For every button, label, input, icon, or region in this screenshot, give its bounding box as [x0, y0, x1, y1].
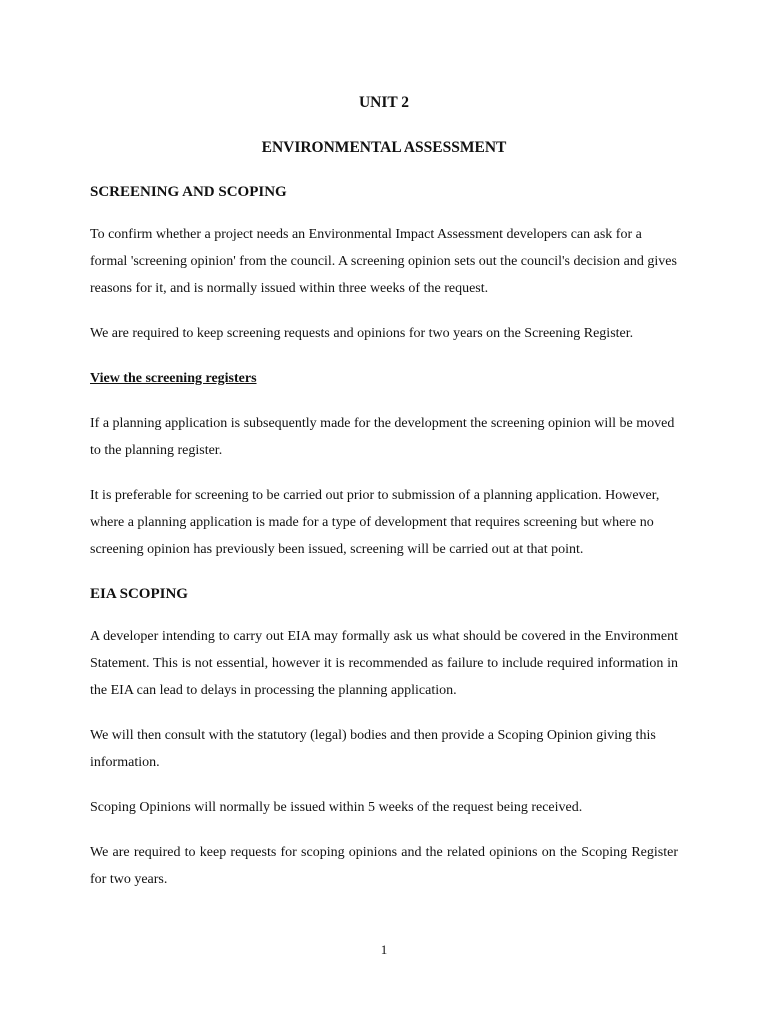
paragraph: We are required to keep requests for scoping opinions and the related opinions on the Scoping Register for two years. — [90, 845, 678, 887]
paragraph: Scoping Opinions will normally be issued within 5 weeks of the request being received. — [90, 800, 583, 815]
page-title: ENVIRONMENTAL ASSESSMENT — [261, 139, 507, 156]
page-number: 1 — [380, 942, 388, 957]
paragraph: We are required to keep screening requests and opinions for two years on the Screening Register. — [90, 326, 634, 341]
document-body — [90, 179, 678, 911]
paragraph: If a planning application is subsequently made for the development the screening opinion will be moved to the planning register. — [90, 416, 675, 458]
screening-registers-link[interactable]: View the screening registers — [90, 371, 257, 386]
unit-title: UNIT 2 — [358, 94, 410, 111]
paragraph: To confirm whether a project needs an Environmental Impact Assessment developers can ask for a formal 'screening opinion' from the council. A screening opinion sets out the council's decision and gives reasons for it, and is normally issued within three weeks of the request. — [90, 227, 677, 296]
paragraph: It is preferable for screening to be carried out prior to submission of a planning application. However, where a planning application is made for a type of development that requires screening but where no screening opinion has previously been issued, screening will be carried out at that point. — [90, 488, 660, 557]
paragraph: A developer intending to carry out EIA may formally ask us what should be covered in the Environment Statement. This is not essential, however it is recommended as failure to include required information in the EIA can lead to delays in processing the planning application. — [90, 629, 678, 698]
paragraph: We will then consult with the statutory (legal) bodies and then provide a Scoping Opinion giving this information. — [90, 728, 656, 770]
section-heading-screening: SCREENING AND SCOPING — [90, 184, 287, 200]
section-heading-eia-scoping: EIA SCOPING — [90, 586, 188, 602]
